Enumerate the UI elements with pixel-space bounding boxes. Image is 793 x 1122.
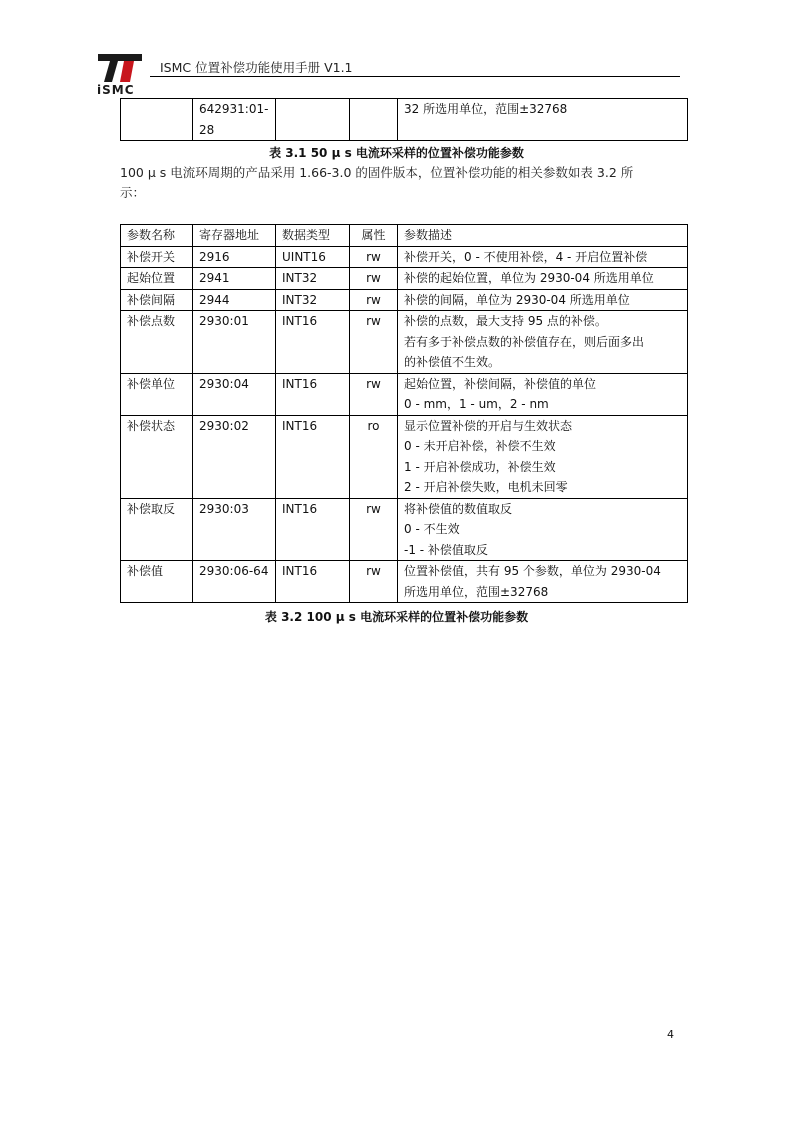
description-cell <box>398 415 688 498</box>
description-line: -1 - 补偿值取反 <box>404 542 488 557</box>
table-cell: 2916 <box>193 246 276 268</box>
table-cell: 2941 <box>193 268 276 290</box>
table-3-1-continuation <box>120 98 688 141</box>
table-row <box>121 311 688 374</box>
description-cell <box>398 246 688 268</box>
description-line: 0 - 不生效 <box>404 522 460 536</box>
table-cell: 补偿点数 <box>121 311 193 374</box>
table-cell: UINT16 <box>276 246 350 268</box>
description-line: 若有多于补偿点数的补偿值存在，则后面多出 <box>404 334 645 349</box>
table-cell: INT32 <box>276 268 350 290</box>
column-header: 数据类型 <box>276 225 350 247</box>
table-cell: rw <box>350 289 398 311</box>
table-cell: 补偿状态 <box>121 415 193 498</box>
paragraph-line: 示： <box>120 185 146 200</box>
table-cell: 2944 <box>193 289 276 311</box>
description-line: 0 - mm，1 - um，2 - nm <box>404 397 549 411</box>
column-header: 参数描述 <box>398 225 688 247</box>
table-cell: INT32 <box>276 289 350 311</box>
ismc-logo <box>96 52 144 96</box>
table-cell: rw <box>350 498 398 561</box>
table-cell: rw <box>350 246 398 268</box>
table-cell: 2930:06-64 <box>193 561 276 603</box>
table-caption-3-1: 表 3.1 50 µ s 电流环采样的位置补偿功能参数 <box>269 146 524 160</box>
table-cell: 补偿值 <box>121 561 193 603</box>
description-line: 补偿的点数，最大支持 95 点的补偿。 <box>404 314 607 328</box>
table-cell: 2930:03 <box>193 498 276 561</box>
description-line: 2 - 开启补偿失败，电机未回零 <box>404 480 568 494</box>
description-line: 补偿的起始位置，单位为 2930-04 所选用单位 <box>404 271 654 285</box>
table-cell: 补偿开关 <box>121 246 193 268</box>
table-cell <box>121 99 193 141</box>
table-3-2 <box>120 224 688 603</box>
paragraph-line: 100 µ s 电流环周期的产品采用 1.66-3.0 的固件版本，位置补偿功能的相关参数如表 3.2 所 <box>120 165 634 180</box>
table-header-row <box>121 225 688 247</box>
table-row <box>121 561 688 603</box>
header-divider <box>150 76 680 77</box>
table-cell: 2930:04 <box>193 373 276 415</box>
header-title: ISMC 位置补偿功能使用手册 V1.1 <box>160 60 353 75</box>
body-paragraph <box>120 163 688 203</box>
table-row <box>121 415 688 498</box>
table-row <box>121 289 688 311</box>
table-cell: ro <box>350 415 398 498</box>
description-cell <box>398 498 688 561</box>
description-line: 将补偿值的数值取反 <box>404 501 513 516</box>
table-cell: 补偿取反 <box>121 498 193 561</box>
table-cell: INT16 <box>276 311 350 374</box>
table-cell: 642931:01-28 <box>193 99 276 141</box>
column-header: 寄存器地址 <box>193 225 276 247</box>
table-cell: INT16 <box>276 415 350 498</box>
table-cell <box>350 99 398 141</box>
table-row <box>121 99 688 141</box>
table-cell: INT16 <box>276 498 350 561</box>
description-line: 补偿开关，0 - 不使用补偿，4 - 开启位置补偿 <box>404 249 648 264</box>
description-line: 显示位置补偿的开启与生效状态 <box>404 418 573 433</box>
table-cell: INT16 <box>276 373 350 415</box>
table-cell: 补偿单位 <box>121 373 193 415</box>
table-cell: 32 所选用单位，范围±32768 <box>398 99 688 141</box>
table-row <box>121 498 688 561</box>
description-line: 补偿的间隔，单位为 2930-04 所选用单位 <box>404 292 630 307</box>
description-line: 起始位置，补偿间隔，补偿值的单位 <box>404 376 597 391</box>
svg-text:iSMC: iSMC <box>97 83 135 96</box>
column-header: 属性 <box>350 225 398 247</box>
table-row <box>121 373 688 415</box>
description-line: 0 - 未开启补偿，补偿不生效 <box>404 439 556 453</box>
description-cell <box>398 268 688 290</box>
description-line: 所选用单位，范围±32768 <box>404 584 549 599</box>
table-cell: rw <box>350 311 398 374</box>
table-row <box>121 246 688 268</box>
table-cell: 2930:01 <box>193 311 276 374</box>
page-number: 4 <box>667 1028 674 1041</box>
table-cell: rw <box>350 268 398 290</box>
description-line: 位置补偿值，共有 95 个参数，单位为 2930-04 <box>404 564 661 578</box>
table-cell: 补偿间隔 <box>121 289 193 311</box>
table-row <box>121 268 688 290</box>
table-cell: INT16 <box>276 561 350 603</box>
table-cell: rw <box>350 561 398 603</box>
table-cell: rw <box>350 373 398 415</box>
description-cell <box>398 373 688 415</box>
description-cell <box>398 311 688 374</box>
description-cell <box>398 561 688 603</box>
column-header: 参数名称 <box>121 225 193 247</box>
description-line: 的补偿值不生效。 <box>404 355 501 369</box>
description-line: 1 - 开启补偿成功，补偿生效 <box>404 459 556 474</box>
table-cell: 2930:02 <box>193 415 276 498</box>
description-cell <box>398 289 688 311</box>
table-cell: 起始位置 <box>121 268 193 290</box>
table-caption-3-2: 表 3.2 100 µ s 电流环采样的位置补偿功能参数 <box>264 610 529 624</box>
table-cell <box>276 99 350 141</box>
